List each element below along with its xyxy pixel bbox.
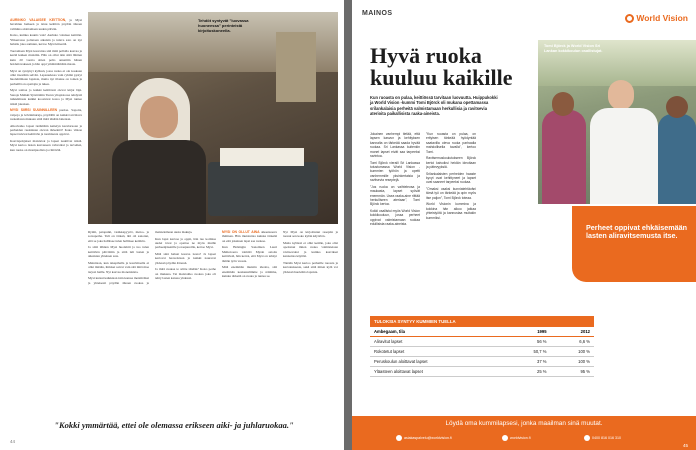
advertisement-label: MAINOS — [362, 10, 393, 17]
email-text[interactable]: asiakaspalvelu@worldvision.fi — [404, 435, 452, 440]
table-cell: 56 % — [505, 337, 551, 347]
paragraph: Ja siitä lähtien Mysi huolehtii ja tuo tulen keittiöön päivittäin ja siitä tuli lasten ja aikuisten yhteinen asia. — [88, 245, 149, 259]
paragraph: Mysi soittaa jo kaikki keittiössä olevat kirjat läpi. Sanoja Malkki Sjöströmin Turun yliopistossa tehdystä tutkielmasta kaikki koostuvat kotoa ja Mysi tuntee niistä jokaisen. — [10, 88, 82, 106]
paper-shape — [220, 148, 304, 166]
table-cell: 6,6 % — [551, 337, 594, 347]
paragraph: Tomi Björck vieraili Sri Lankassa tutustumassa World Vision -kummien työhön ja opetti vanhemmille yksinkertaisia ja ravitsevia reseptejä. — [370, 160, 420, 183]
table-header: 2012 — [551, 327, 594, 337]
paragraph: Ravitsemuskoulutukseen Björck kertoi kaivoiksi heidän ideoitaan ja pätevyyksiä. — [426, 156, 476, 170]
results-table — [370, 316, 594, 377]
paragraph: Mysi on syntynyt kylässä, jossa ruoka ei ole koskaan ollut itsestään selvää. Lapsuudessa vain ryhmä pystyi huolehtimaan lapsista, mutta nyt tilanne on toinen ja perheillä on opettajia ja tukea. — [10, 68, 82, 86]
paragraph: Mainitaan, kun takapihalla ja kasvimaalla ei ollut mitään, ihmiset saivat vain sitä mitä maa tarjosi heille. Nyt kasvaa monenlaista. — [88, 260, 149, 274]
page-number: 45 — [682, 443, 688, 448]
right-column-1 — [370, 132, 420, 310]
table-row — [370, 337, 594, 347]
table-cell: 100 % — [551, 357, 594, 367]
photo-caption: Tehdöt syntyvät "luovassa huoneessa" perinteistä kirjoituskoneella. — [198, 18, 249, 33]
dress-shape — [112, 140, 206, 224]
right-page — [352, 0, 696, 450]
footer-tagline: Löydä oma kummilapsesi, jonka maailman sinä muutat. — [445, 420, 603, 427]
left-column-3 — [222, 230, 338, 410]
paragraph: "Omaksi osaksi kunniatehtäväni tämä työ on tärkeää ja opin myös itse paljon", Tomi Björck toteaa. — [426, 187, 476, 200]
pull-quote: "Kokki ymmärtää, ettei ole olemassa erikseen aiki- ja juhlaruokaa." — [54, 420, 294, 430]
paragraph: Tänään Mysi kertoo perheille ruoasta ja kasvatuksesta, sekä siitä miten kylä voi yhdessä huolehtia lapsista. — [283, 260, 338, 274]
left-column-2 — [88, 230, 216, 410]
paragraph: puolaa. Sapoita, vaipoja ja leivänmuruja, pöydällä on kaikki tarvittava ruokalistan mukaan siitä mitä tänään laitetaan. — [10, 108, 82, 122]
paragraph: Mitä enemmän muistin ideoita, sitä enemmän keskustelimme ja näimme, kuinka tärkeää on ruoka ja tuntea se. — [222, 265, 277, 279]
world-vision-logo-icon — [625, 14, 634, 23]
paragraph: World Visionin kummina ja kokkina hän aikoo jatkaa yhteistyötä ja kannustaa muitakin kummiksi. — [426, 202, 476, 220]
paragraph: aikaansaava ihminen. Hän muistuttaa kuinka tärkeää on että jokainen lapsi saa ruokaa. — [222, 230, 277, 243]
paragraph: Ja mitä ruokaa te söitte tänään? Koko perhe on mukana. Tai maistoitko ruokaa joka oli tehty lasten kanssa yhdessä. — [155, 267, 216, 281]
logo-text: World Vision — [636, 13, 688, 23]
table-cell: Rokotetut lapset — [370, 347, 505, 357]
section-lead: AURINKO VALAISEE KEITTIÖN, — [10, 18, 67, 22]
paragraph: "Jos ruoka on vaihtelevaa ja maukasta, lapset syövät enemmän. Usea raaka-aine riittää herkulliseen ateriaan", Tomi Björck kertoo. — [370, 184, 420, 207]
paragraph: "Kun ruoasta on pulaa, on erityisen tärkeää hyödyntää saatavilla oleva ruoka parhaalla mahdollisella tavalla", kertoo Tomi. — [426, 132, 476, 154]
paragraph: Mutta kylässä ei ollut ketään, joka olisi opettanut miten ruoka valmistetaan ravitsevaksi ja kuinka kasvikset kannattaa käyttää. — [283, 241, 338, 259]
paragraph: Srilankalaisten perheiden haaste kyvyt ovat kehittyneet ja lapset ovat saaneet tarpeeksi ruokaa. — [426, 171, 476, 185]
paragraph: Alkoivatko lapset tietämään keitetyn kasvisruoan ja perheiden ruokinnan olevan tärkeintä? Koko viikon lapset tulevat keittiöön ja tuomisesta oppivat. — [10, 123, 82, 137]
person-right-shape — [658, 114, 696, 204]
table-row — [370, 367, 594, 377]
person-left-shape — [542, 110, 586, 204]
paragraph: Kokki osallistui myös World Vision kokkikouluun, jossa perheet oppivat valmistamaan ruokaa edullisista raaka-aineista. — [370, 209, 420, 227]
table-cell: Yläasteen aloittavat lapset — [370, 367, 505, 377]
ingress: Kun ruoasta on pulaa, keittiössä tarvitaan luovuutta. Huippukokki ja World Vision -kummi Tomi Björck oli mukana opettamassa srilankalaisia perheitä valmistamaan herkullisia ja ravitsevia aterioita paikallisista raaka-aineista. — [370, 95, 498, 117]
table-row — [370, 347, 594, 357]
phone-text[interactable]: 0400 816 016 310 — [592, 435, 621, 440]
phone-icon — [584, 435, 590, 441]
footer-web[interactable] — [502, 435, 531, 441]
table-row — [370, 357, 594, 367]
table-cell: 100 % — [551, 347, 594, 357]
paragraph: Kun lapsi kasvaa ja oppii, hän tuo kotiinsa uudet tavat ja opettaa ne myös muille perheenjäsenille ja naapureille, kertoo Mysi. — [155, 236, 216, 250]
typewriter-shape — [208, 162, 318, 216]
right-column-2 — [426, 132, 476, 310]
photo-caption: Tomi Björck ja World Vision Sri Lankan kokkikoulun osallistujat. — [544, 44, 603, 53]
paragraph: Jokainen vanhempi tietää, että lapsen kasvun ja kehityksen kannalta on tärkeää saada hyvää ruokaa. Sri Lankassa kuitenkin monet lapset eivät saa tarpeeksi ravintoa. — [370, 132, 420, 159]
paragraph: Katso, kuinka kaunis valo! Aurinko valaisee keittiön. Ylikerrassa poltetaan aikaisin ja tuleva sato on nyt haluttu joka aamuun, kertoo Mysi kiireettä. — [10, 33, 82, 47]
left-page — [0, 0, 344, 450]
table-cell: 37 % — [505, 357, 551, 367]
paragraph: Rytmi, pataputki, vasikkapyyrtö, metso- ja sorsaperhe. Tuli on tärkeä, äiti oli sanonut, että se joka hallitsee tulen hallitsee keittiön. — [88, 230, 149, 243]
globe-icon — [502, 435, 508, 441]
table-cell: Peruskoulun aloittavat lapset — [370, 357, 505, 367]
page-number: 44 — [10, 439, 16, 444]
table-cell: 25 % — [505, 367, 551, 377]
table-cell: 95 % — [551, 367, 594, 377]
paragraph: Nyt Mysi on kirjoittanut reseptin ja tuonut sen koko kylän käyttöön. — [283, 230, 338, 239]
highlight-box — [572, 206, 696, 282]
section-lead: MYSI SIIRSI SUUNNILLEEN — [10, 108, 58, 113]
paragraph: Kun Helsingin Sanomien Lauri Malkavaara toimitti Mysin asioita keittiöstä, hän kertoi, että Mysi on tehnyt tämän työn vuosia. — [222, 245, 277, 263]
chef-face-shape — [608, 80, 634, 110]
woman-at-typewriter-photo — [88, 12, 338, 224]
section-lead: MYSI ON OLLUT AINA — [222, 230, 260, 234]
footer-email[interactable] — [396, 435, 452, 441]
chef-jacket-shape — [590, 108, 658, 204]
table-cell: 50,7 % — [505, 347, 551, 357]
web-link[interactable]: worldvision.fi — [510, 435, 531, 440]
paragraph: Mitä sinä haluat kasvaa isona? Ja lapset kertovat haaveistaan ja kaikki nauravat yhdessä pöydän ääressä. — [155, 252, 216, 265]
paragraph: Mysi kutsui kaikkiaan isän kanssa mentäväksi ja yhteisesti pöydän ääreen ruokaa ja maistelemaan uusia makuja. — [88, 230, 193, 285]
table-header: Ambegaam, tila — [370, 327, 505, 337]
table-header: 1995 — [505, 327, 551, 337]
footer-bar — [352, 416, 696, 450]
highlight-text: Perheet oppivat ehkäisemään lasten aliravitsemusta itse. — [586, 223, 688, 241]
left-column-1 — [10, 18, 82, 420]
table-title: TULOKSIA SYNTYY KUMMIEN TUELLA — [370, 316, 594, 327]
table-cell: Aliravitut lapset — [370, 337, 505, 347]
headline: Hyvä ruoka kuuluu kaikille — [370, 43, 513, 90]
email-icon — [396, 435, 402, 441]
face-shape — [140, 96, 178, 138]
paragraph: Tuotamaan Mysi kasvattaa sitä mitä pellolla kasvaa ja kerää kaiken muistiin. Hän on ollut niin siitä lähtien kuin 20 vuotta sitten pelto annettiin hänen hoidettavakseen ja hän oppi ymmärtämään maata. — [10, 48, 82, 67]
paragraph: ja Mysi havahtuu hetkeen ja istuu keittiön pöydän ääreen valmiina aloittamaan uuden päivän. — [10, 18, 82, 31]
paragraph: Kasvispohjaiset maistuvat ja lapset nauttivat niistä. Mysi kertoo lasten kasvaneen vahvoiksi ja terveiksi, kun ruoka on monipuolista ja riittävää. — [10, 139, 82, 152]
chef-with-families-photo — [538, 40, 696, 204]
footer-phone[interactable] — [584, 435, 621, 441]
world-vision-logo — [625, 13, 688, 23]
